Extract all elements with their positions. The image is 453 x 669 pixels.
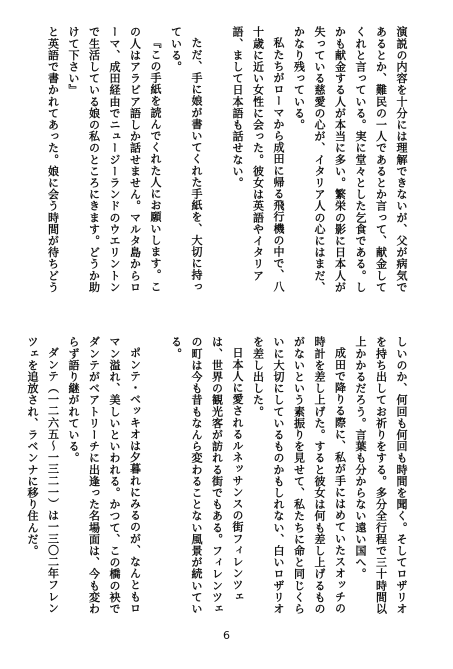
paragraph: と英語で書かれてあった。娘に会う時間が待ちどう — [46, 26, 60, 293]
paragraph: 『この手紙を読んでくれた人にお願いします。この人はアラビア語しか話せません。マルタ島からローマ、成田経由でニュージーランドのウエリントンで生活している娘の私のところにきます。どうか助けて下さい』 — [67, 26, 162, 293]
text-block-top — [31, 26, 411, 302]
paragraph: ただ、手に娘が書いてくれた手紙を、大切に持っている。 — [169, 26, 203, 293]
page-number: 6 — [223, 629, 230, 642]
paragraph: しいのか、何回も何回も時間を聞く。そしてロザリオを持ち出してお祈りをする。多分全行程で三十時間以上かかるだろう。言葉も分からない遠い国へ。 — [354, 336, 408, 615]
text-block-bottom — [26, 336, 411, 616]
paragraph: ダンテ（一二六五～一三二一）は一三〇二年フレンツェを追放され、ラベンナに移り住んだ。 — [26, 336, 60, 614]
paragraph: 演説の内容を十分には理解できないが、父が病気であるとか、難民の一人であるとか言って、献金してくれと言っている。実に堂々とした乞食である。しかも献金する人が本当に多い。繁栄の影に日本人が失っている慈愛の心が、イタリア人の心にはまだ、かなり残っている。 — [292, 26, 408, 293]
paragraph: 私たちがローマから成田に帰る飛行機の中で、八十歳に近い女性に会った。彼女は英語やイタリア語、まして日本語も話せない。 — [231, 26, 285, 293]
paragraph: 成田で降りる際に、私が手にはめていたスオッチの時計を差し上げた。すると彼女は何も差し上げるものがないという素振りを見せて、私たちに命と同じくらいに大切にしているものかもしれない、白いロザリオを差し出した。 — [251, 336, 347, 615]
paragraph: ポンテ・ベッキオは夕暮れにみるのが、なんともロマン溢れ、美しいといわれる。かつて、この橋の袂でダンテがベアトリーチに出逢った名場面は、今も変わらず語り継がれている。 — [67, 336, 142, 615]
paragraph: 日本人に愛されるルネッサンスの街フィレンツェは、世界の観光客が訪れる街でもある。フィレンツェの町は今も昔もなんら変わることない風景が続いている。 — [169, 336, 244, 615]
